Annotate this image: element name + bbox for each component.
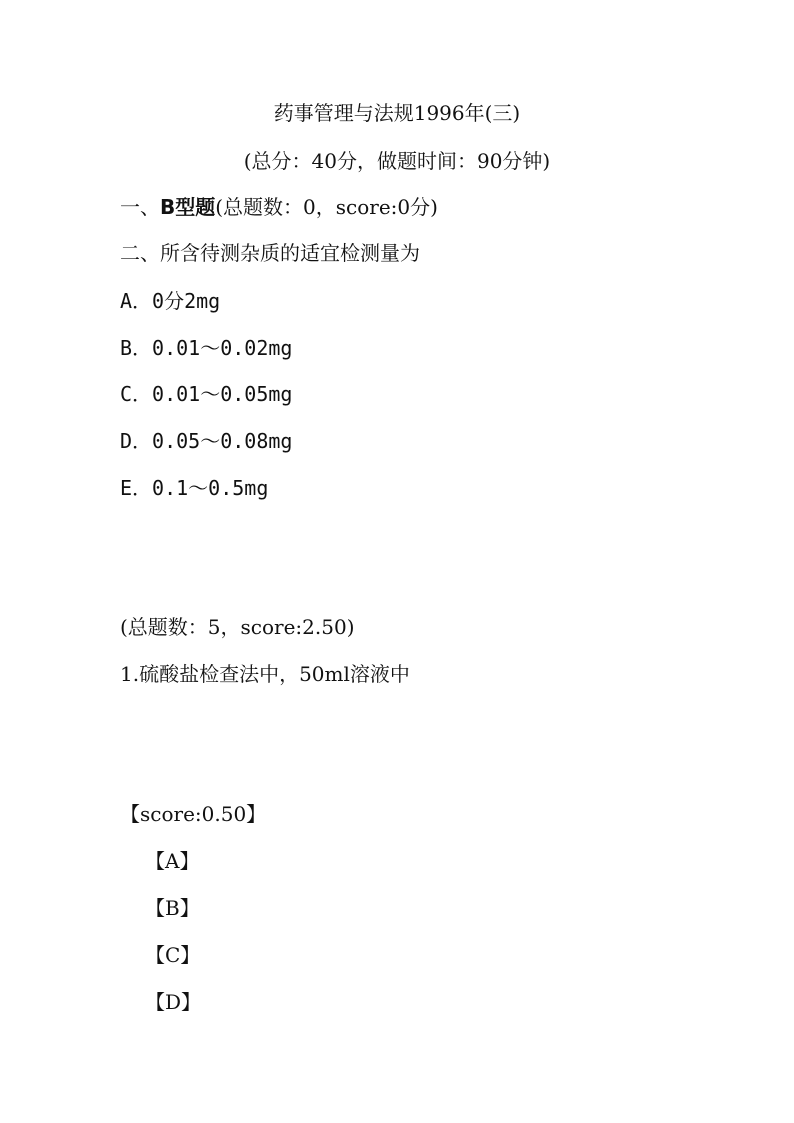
option-b: B．0.01～0.02mg bbox=[120, 336, 293, 360]
answer-choice-a: 【A】 bbox=[145, 849, 200, 873]
option-d: D．0.05～0.08mg bbox=[120, 429, 293, 453]
group-meta: (总题数：5，score:2.50) bbox=[120, 615, 355, 639]
section-2-heading: 二、所含待测杂质的适宜检测量为 bbox=[120, 241, 420, 265]
option-c: C．0.01～0.05mg bbox=[120, 382, 293, 406]
answer-score: 【score:0.50】 bbox=[120, 802, 267, 826]
document-title: 药事管理与法规1996年(三) bbox=[273, 101, 521, 125]
answer-choice-b: 【B】 bbox=[145, 896, 200, 920]
option-e: E．0.1～0.5mg bbox=[120, 476, 269, 500]
answer-choice-d: 【D】 bbox=[145, 990, 202, 1014]
question-1: 1.硫酸盐检查法中，50ml溶液中 bbox=[120, 662, 410, 686]
section-1-heading bbox=[120, 194, 438, 220]
document-subtitle: (总分：40分，做题时间：90分钟) bbox=[243, 149, 551, 173]
answer-choice-c: 【C】 bbox=[145, 943, 201, 967]
section-1-meta: (总题数：0，score:0分) bbox=[215, 195, 438, 219]
section-1-name: B型题 bbox=[160, 195, 216, 219]
option-a: A．0分2mg bbox=[120, 289, 221, 313]
section-1-prefix: 一、 bbox=[120, 195, 160, 219]
